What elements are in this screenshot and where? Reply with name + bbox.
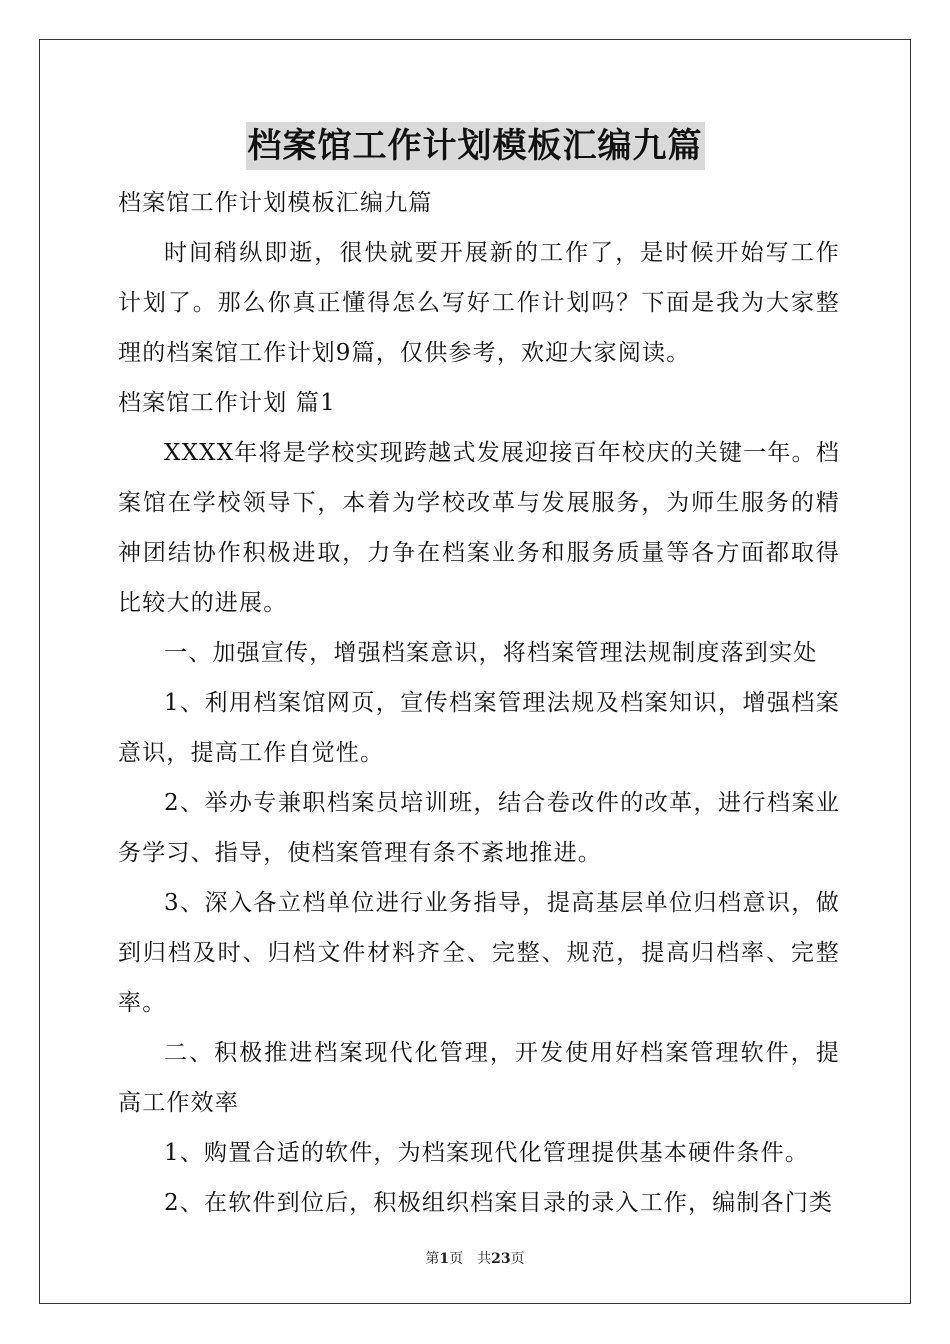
total-page-count: 23: [491, 1251, 511, 1267]
document-title: [0, 122, 950, 170]
body-paragraph: XXXX年将是学校实现跨越式发展迎接百年校庆的关键一年。档案馆在学校领导下，本着为学校改革与发展服务，为师生服务的精神团结协作积极进取，力争在档案业务和服务质量等各方面都取得比较大的进展。: [118, 440, 840, 616]
body-paragraph: 1、利用档案馆网页，宣传档案管理法规及档案知识，增强档案意识，提高工作自觉性。: [118, 690, 840, 766]
page-mid: 页 共: [449, 1251, 492, 1267]
section-heading: 档案馆工作计划 篇1: [118, 390, 336, 416]
document-title-text: 档案馆工作计划模板汇编九篇: [246, 122, 705, 170]
page-prefix: 第: [425, 1251, 440, 1267]
document-subtitle: 档案馆工作计划模板汇编九篇: [118, 190, 433, 216]
body-paragraph: 1、购置合适的软件，为档案现代化管理提供基本硬件条件。: [164, 1140, 810, 1166]
body-paragraph: 2、举办专兼职档案员培训班，结合卷改件的改革，进行档案业务学习、指导，使档案管理有条不紊地推进。: [118, 790, 840, 866]
body-paragraph: 二、积极推进档案现代化管理，开发使用好档案管理软件，提高工作效率: [118, 1040, 840, 1116]
body-paragraph: 3、深入各立档单位进行业务指导，提高基层单位归档意识，做到归档及时、归档文件材料齐全、完整、规范，提高归档率、完整率。: [118, 890, 840, 1016]
page-suffix: 页: [510, 1251, 525, 1267]
current-page-number: 1: [439, 1251, 450, 1267]
body-paragraph: 一、加强宣传，增强档案意识，将档案管理法规制度落到实处: [164, 640, 818, 666]
intro-paragraph: 时间稍纵即逝，很快就要开展新的工作了，是时候开始写工作计划了。那么你真正懂得怎么写好工作计划吗？下面是我为大家整理的档案馆工作计划9篇，仅供参考，欢迎大家阅读。: [118, 240, 840, 366]
body-paragraph: 2、在软件到位后，积极组织档案目录的录入工作，编制各门类: [164, 1190, 834, 1216]
document-body: [118, 178, 840, 1228]
page-number-footer: [0, 1248, 950, 1268]
